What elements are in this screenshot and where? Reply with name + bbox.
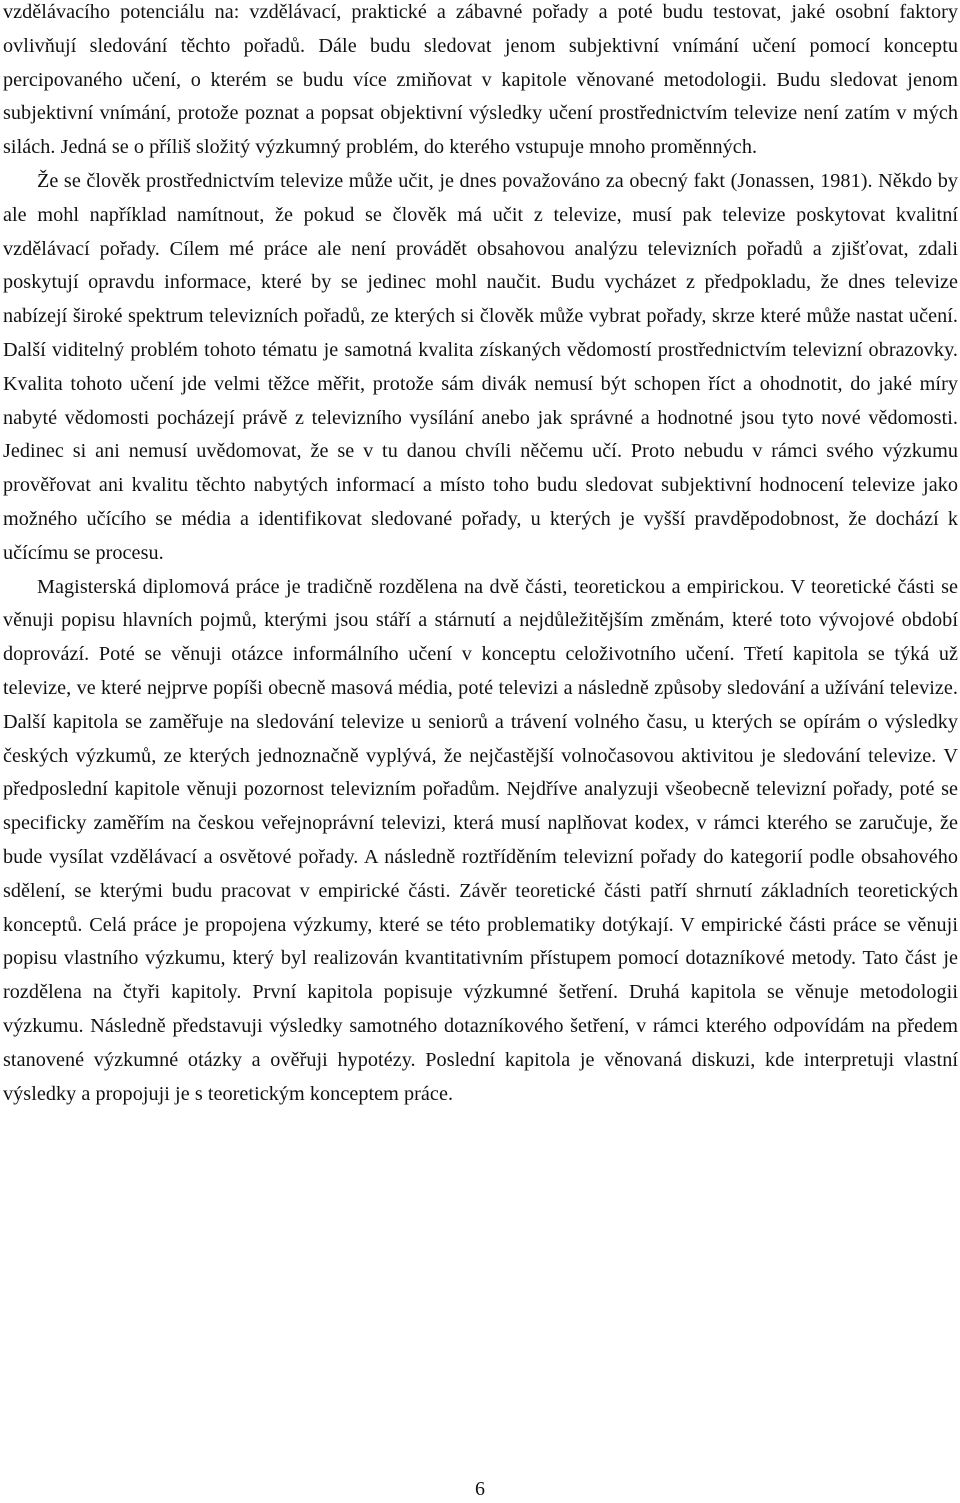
document-page bbox=[3, 0, 958, 1111]
paragraph-continuation: vzdělávacího potenciálu na: vzdělávací, praktické a zábavné pořady a poté budu testovat, jaké osobní faktory ovlivňují sledování těchto pořadů. Dále budu sledovat jenom subjektivní vnímání učení pomocí konceptu percipovaného učení, o kterém se budu více zmiňovat v kapitole věnované metodologii. Budu sledovat jenom subjektivní vnímání, protože poznat a popsat objektivní výsledky učení prostřednictvím televize není zatím v mých silách. Jedná se o příliš složitý výzkumný problém, do kterého vstupuje mnoho proměnných. bbox=[3, 1, 958, 159]
paragraph-learning-television: Že se člověk prostřednictvím televize může učit, je dnes považováno za obecný fakt (Jonassen, 1981). Někdo by ale mohl například namítnout, že pokud se člověk má učit z televize, musí pak televize poskytovat kvalitní vzdělávací pořady. Cílem mé práce ale není provádět obsahovou analýzu televizních pořadů a zjišťovat, zdali poskytují opravdu informace, které by se jedinec mohl naučit. Budu vycházet z předpokladu, že dnes televize nabízejí široké spektrum televizních pořadů, ze kterých si člověk může vybrat pořady, skrze které může nastat učení. Další viditelný problém tohoto tématu je samotná kvalita získaných vědomostí prostřednictvím televizní obrazovky. Kvalita tohoto učení jde velmi těžce měřit, protože sám divák nemusí být schopen říct a ohodnotit, do jaké míry nabyté vědomosti pocházejí právě z televizního vysílání anebo jak správné a hodnotné jsou tyto nové vědomosti. Jedinec si ani nemusí uvědomovat, že se v tu danou chvíli něčemu učí. Proto nebudu v rámci svého výzkumu prověřovat ani kvalitu těchto nabytých informací a místo toho budu sledovat subjektivní hodnocení televize jako možného učícího se média a identifikovat sledované pořady, u kterých je vyšší pravděpodobnost, že dochází k učícímu se procesu. bbox=[3, 169, 958, 564]
paragraph-thesis-structure: Magisterská diplomová práce je tradičně rozdělena na dvě části, teoretickou a empirickou. V teoretické části se věnuji popisu hlavních pojmů, kterými jsou stáří a stárnutí a nejdůležitějším změnám, které toto vývojové období doprovází. Poté se věnuji otázce informálního učení v konceptu celoživotního učení. Třetí kapitola se týká už televize, ve které nejprve popíši obecně masová média, poté televizi a následně způsoby sledování a užívání televize. Další kapitola se zaměřuje na sledování televize u seniorů a trávení volného času, u kterých se opírám o výsledky českých výzkumů, ze kterých jednoznačně vyplývá, že nejčastější volnočasovou aktivitou je sledování televize. V předposlední kapitole věnuji pozornost televizním pořadům. Nejdříve analyzuji všeobecně televizní pořady, poté se specificky zaměřím na českou veřejnoprávní televizi, která musí naplňovat kodex, v rámci kterého se zaručuje, že bude vysílat vzdělávací a osvětové pořady. A následně roztříděním televizní pořady do kategorií podle obsahového sdělení, se kterými budu pracovat v empirické části. Závěr teoretické části patří shrnutí základních teoretických konceptů. Celá práce je propojena výzkumy, které se této problematiky dotýkají. V empirické části práce se věnuji popisu vlastního výzkumu, který byl realizován kvantitativním přístupem pomocí dotazníkové metody. Tato část je rozdělena na čtyři kapitoly. První kapitola popisuje výzkumné šetření. Druhá kapitola se věnuje metodologii výzkumu. Následně představuji výsledky samotného dotazníkového šetření, v rámci kterého odpovídám na předem stanovené výzkumné otázky a ověřuji hypotézy. Poslední kapitola je věnovaná diskuzi, kde interpretuji vlastní výsledky a propojuji je s teoretickým konceptem práce. bbox=[3, 575, 958, 1105]
page-number: 6 bbox=[475, 1478, 485, 1500]
